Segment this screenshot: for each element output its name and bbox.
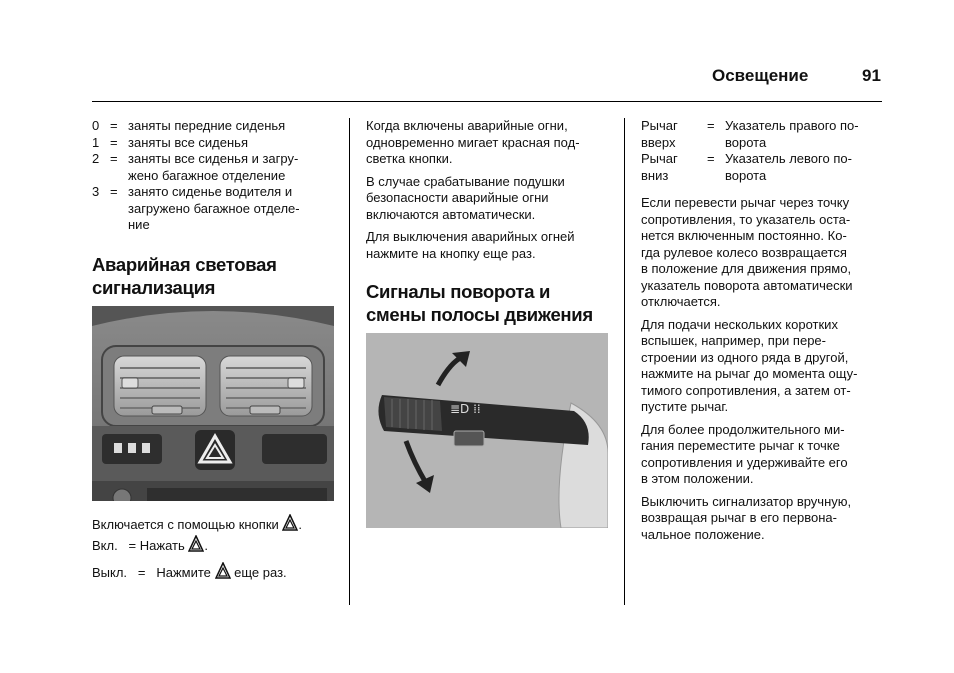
off-label: Выкл. (92, 565, 128, 580)
lever-row (641, 118, 886, 151)
paragraph: В случае срабатывание подушки безопасности аварийные огни включаются автоматически. (366, 173, 565, 222)
off-text: Нажмите (156, 565, 211, 580)
equals: = (707, 151, 715, 166)
hazard-on-row: Вкл. = Нажать . (92, 535, 342, 557)
paragraph: Для более продолжительного ми- гания переместите рычаг к точке сопротивления и удерживайте его в этом положении. (641, 421, 848, 486)
equals: = (110, 151, 118, 166)
off-text-after: еще раз. (234, 565, 287, 580)
list-item (92, 184, 342, 234)
column-divider (349, 118, 350, 605)
column-divider (624, 118, 625, 605)
description: заняты все сиденья (128, 134, 248, 150)
description: заняты все сиденья и загру- жено багажное отделение (128, 151, 299, 183)
column-3-text (641, 195, 886, 543)
page-number: 91 (862, 66, 881, 85)
lever-row (641, 151, 886, 184)
activation-text: Включается с помощью кнопки (92, 517, 279, 532)
turn-signal-lever-photo (366, 333, 608, 528)
lever-meaning: Указатель правого по- ворота (725, 118, 859, 150)
code: 3 (92, 184, 100, 199)
hazard-activation: Включается с помощью кнопки . (92, 514, 342, 536)
on-text: Нажать (139, 538, 185, 553)
header-rule (92, 101, 882, 102)
equals: = (128, 538, 137, 553)
list-item (92, 151, 342, 184)
list-item (92, 118, 342, 135)
description: занято сиденье водителя и загружено багажное отделе- ние (128, 184, 300, 232)
hazard-icon (282, 514, 298, 536)
on-label: Вкл. (92, 538, 118, 553)
column-2 (366, 118, 616, 268)
column-3 (641, 118, 886, 549)
paragraph: Для выключения аварийных огней нажмите на кнопку еще раз. (366, 229, 575, 261)
column-1 (92, 118, 342, 234)
lever-position: Рычаг вверх (641, 118, 678, 150)
lever-position: Рычаг вниз (641, 151, 678, 183)
seat-code-list (92, 118, 342, 234)
hazard-icon (188, 535, 204, 557)
code: 2 (92, 151, 100, 166)
hazard-off-row (92, 562, 342, 584)
hazard-switch-photo (92, 306, 334, 501)
code: 0 (92, 118, 100, 133)
paragraph: Когда включены аварийные огни, одновременно мигает красная под- светка кнопки. (366, 118, 580, 166)
svg-text:≣D ⁞⁞: ≣D ⁞⁞ (450, 402, 481, 416)
equals: = (707, 118, 715, 133)
code: 1 (92, 134, 100, 150)
hazard-icon (215, 562, 231, 584)
equals: = (137, 565, 146, 580)
list-item (92, 135, 342, 152)
turn-signal-heading: Сигналы поворота и смены полосы движения (366, 281, 593, 325)
lever-meaning: Указатель левого по- ворота (725, 151, 852, 183)
description: заняты передние сиденья (128, 118, 286, 133)
section-title: Освещение (712, 66, 809, 85)
paragraph: Если перевести рычаг через точку сопротивления, то указатель оста- нется включенным постоянно. Ко- гда рулевое колесо возвращается в положение для движения прямо, указатель поворота автоматически отключается. (641, 195, 853, 309)
equals: = (110, 134, 118, 150)
equals: = (110, 118, 118, 133)
hazard-heading: Аварийная световая сигнализация (92, 254, 277, 298)
paragraph: Выключить сигнализатор вручную, возвращая рычаг в его первона- чальное положение. (641, 493, 852, 542)
equals: = (110, 184, 118, 199)
paragraph: Для подачи нескольких коротких вспышек, например, при пере- строении из одного ряда в другой, нажмите на рычаг до момента ощу- тимого сопротивления, а затем от- пустите рычаг. (641, 316, 858, 414)
